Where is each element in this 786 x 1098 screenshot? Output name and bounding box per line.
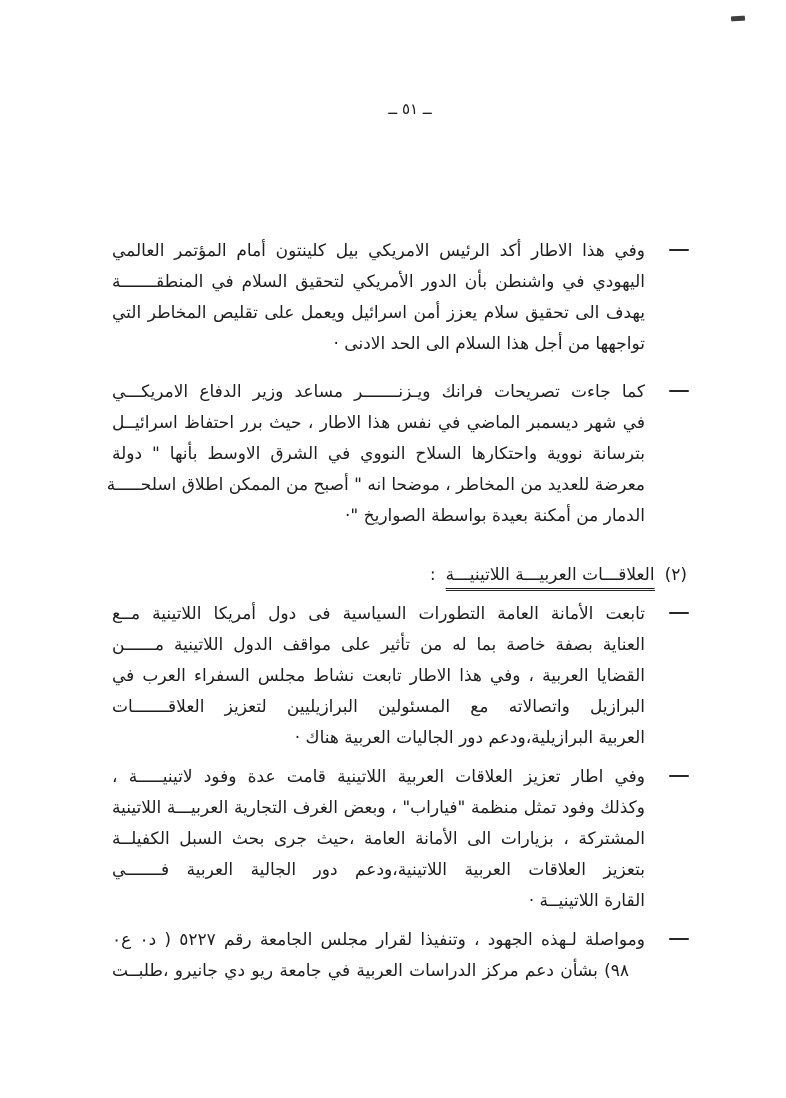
text-line: القضايا العربية ، وفي هذا الاطار تابعت نشاط مجلس السفراء العرب في <box>112 666 645 686</box>
text-line: البرازيل واتصالاته مع المسئولين البرازيليين لتعزيز العلاقـــــــات <box>112 697 645 717</box>
text-line: يهدف الى تحقيق سلام يعزز أمن اسرائيل ويعمل على تقليص المخاطر التي <box>112 303 645 323</box>
paragraph-3 <box>112 599 645 754</box>
text-line: العناية بصفة خاصة بما له من تأثير على مواقف الدول اللاتينية مــــــن <box>112 635 645 655</box>
bullet-dash <box>669 775 689 777</box>
text-line: وفي هذا الاطار أكد الرئيس الامريكي بيل كلينتون أمام المؤتمر العالمي <box>112 241 645 261</box>
page-number: ــ ٥١ ــ <box>388 100 432 118</box>
section-colon: : <box>429 565 436 585</box>
text-line: معرضة للعديد من المخاطر ، موضحا انه " أصبح من الممكن اطلاق اسلحـــــة <box>106 475 645 495</box>
bullet-dash <box>669 612 689 614</box>
text-line: القارة اللاتينيــة · <box>528 891 645 911</box>
bullet-dash <box>669 249 689 251</box>
section-heading <box>430 560 687 591</box>
text-line: وفي اطار تعزيز العلاقات العربية اللاتينية قامت عدة وفود لاتينيـــــة ، <box>112 767 645 787</box>
text-line: تواجهها من أجل هذا السلام الى الحد الادنى · <box>333 334 645 354</box>
paragraph-2 <box>106 377 645 532</box>
text-line: بتعزيز العلاقات العربية اللاتينية،ودعم دور الجالية العربية فـــــــي <box>112 860 645 880</box>
text-line: المشتركة ، بزيارات الى الأمانة العامة ،حيث جرى بحث السبل الكفيلــة <box>112 829 645 849</box>
text-line: وكذلك وفود تمثل منظمة "فياراب" ، وبعض الغرف التجارية العربيـــة اللاتينية <box>112 798 645 818</box>
section-number: (٢) <box>664 565 687 585</box>
text-line: في شهر ديسمبر الماضي في نفس هذا الاطار ، حيث برر احتفاظ اسرائيــل <box>112 413 645 433</box>
paragraph-5 <box>112 925 645 987</box>
bullet-dash <box>669 390 689 392</box>
ink-smudge <box>731 16 745 22</box>
text-line: ومواصلة لـهذه الجهود ، وتنفيذا لقرار مجلس الجامعة رقم ٥٢٢٧ ( د٠ ع٠ <box>112 930 645 950</box>
text-line: العربية البرازيلية،ودعم دور الجاليات العربية هناك · <box>294 728 645 748</box>
text-line: اليهودي في واشنطن بأن الدور الأمريكي لتحقيق السلام في المنطقـــــــة <box>112 272 645 292</box>
paragraph-1 <box>112 236 645 360</box>
text-line: بترسانة نووية واحتكارها السلاح النووي في الشرق الاوسط بأنها " دولة <box>112 444 645 464</box>
section-title: العلاقـــات العربيـــة اللاتينيـــة <box>446 565 655 591</box>
text-line: تابعت الأمانة العامة التطورات السياسية فى دول أمريكا اللاتينية مــع <box>112 604 645 624</box>
bullet-dash <box>669 938 689 940</box>
text-line: كما جاءت تصريحات فرانك ويـزنـــــــر مساعد وزير الدفاع الامريكـــي <box>112 382 645 402</box>
text-line: ٩٨) بشأن دعم مركز الدراسات العربية في جامعة ريو دي جانيرو ،طلبــت <box>112 961 629 981</box>
paragraph-4 <box>112 762 645 917</box>
text-line: الدمار من أمكنة بعيدة بواسطة الصواريخ "· <box>345 506 645 526</box>
